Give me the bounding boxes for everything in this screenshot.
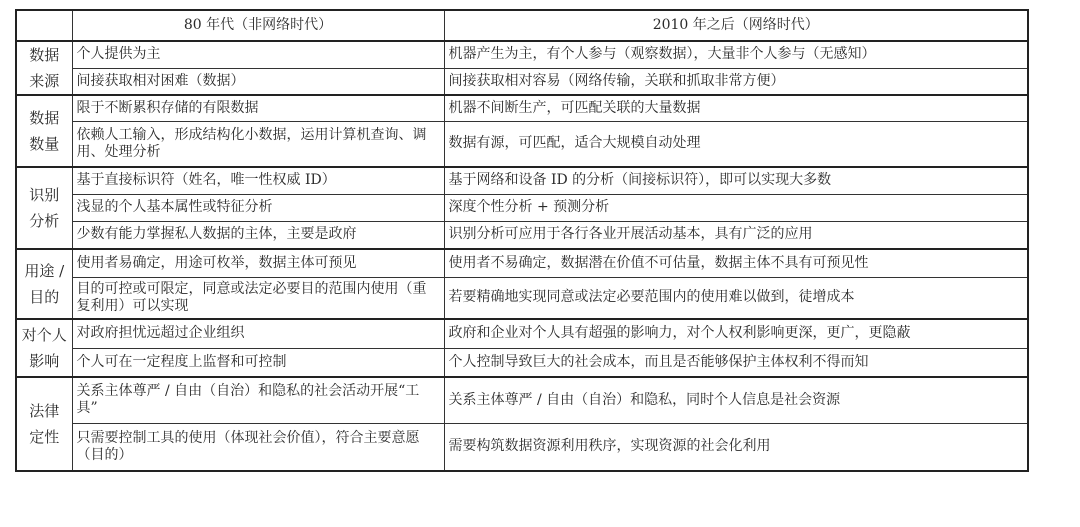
- cell-2010s: 识别分析可应用于各行各业开展活动基本，具有广泛的应用: [444, 221, 1028, 249]
- cell-1980s: 关系主体尊严 / 自由（自治）和隐私的社会活动开展“工具”: [72, 377, 444, 423]
- header-empty: [16, 10, 72, 41]
- category-cell: 数据 数量: [16, 95, 72, 167]
- cell-2010s: 关系主体尊严 / 自由（自治）和隐私，同时个人信息是社会资源: [444, 377, 1028, 423]
- table-row: [16, 68, 1028, 95]
- category-cell: 用途 / 目的: [16, 249, 72, 319]
- table-row: [16, 95, 1028, 121]
- table-row: [16, 41, 1028, 68]
- header-row: [16, 10, 1028, 41]
- cell-1980s: 个人可在一定程度上监督和可控制: [72, 348, 444, 377]
- cell-1980s: 限于不断累积存储的有限数据: [72, 95, 444, 121]
- comparison-table: [15, 9, 1029, 472]
- cell-2010s: 数据有源，可匹配，适合大规模自动处理: [444, 121, 1028, 167]
- cell-2010s: 间接获取相对容易（网络传输，关联和抓取非常方便）: [444, 68, 1028, 95]
- cell-2010s: 基于网络和设备 ID 的分析（间接标识符），即可以实现大多数: [444, 167, 1028, 194]
- cell-1980s: 浅显的个人基本属性或特征分析: [72, 194, 444, 221]
- cell-1980s: 基于直接标识符（姓名，唯一性权威 ID）: [72, 167, 444, 194]
- cell-2010s: 个人控制导致巨大的社会成本，而且是否能够保护主体权利不得而知: [444, 348, 1028, 377]
- category-cell: 对个人 影响: [16, 319, 72, 377]
- table-row: [16, 423, 1028, 471]
- category-cell: 数据 来源: [16, 41, 72, 95]
- table-row: [16, 319, 1028, 348]
- cell-2010s: 若要精确地实现同意或法定必要范围内的使用难以做到，徒增成本: [444, 277, 1028, 319]
- category-cell: 识别 分析: [16, 167, 72, 249]
- header-1980s: 80 年代（非网络时代）: [72, 10, 444, 41]
- cell-1980s: 依赖人工输入，形成结构化小数据，运用计算机查询、调用、处理分析: [72, 121, 444, 167]
- cell-1980s: 少数有能力掌握私人数据的主体，主要是政府: [72, 221, 444, 249]
- table-row: [16, 377, 1028, 423]
- cell-2010s: 需要构筑数据资源利用秩序，实现资源的社会化利用: [444, 423, 1028, 471]
- cell-1980s: 使用者易确定，用途可枚举，数据主体可预见: [72, 249, 444, 277]
- table-row: [16, 121, 1028, 167]
- comparison-table-container: [15, 9, 1029, 472]
- cell-1980s: 目的可控或可限定，同意或法定必要目的范围内使用（重复利用）可以实现: [72, 277, 444, 319]
- cell-2010s: 使用者不易确定，数据潜在价值不可估量，数据主体不具有可预见性: [444, 249, 1028, 277]
- cell-1980s: 个人提供为主: [72, 41, 444, 68]
- category-cell: 法律 定性: [16, 377, 72, 471]
- cell-2010s: 深度个性分析 + 预测分析: [444, 194, 1028, 221]
- table-row: [16, 348, 1028, 377]
- cell-1980s: 间接获取相对困难（数据）: [72, 68, 444, 95]
- cell-1980s: 对政府担忧远超过企业组织: [72, 319, 444, 348]
- cell-2010s: 政府和企业对个人具有超强的影响力，对个人权利影响更深，更广，更隐蔽: [444, 319, 1028, 348]
- table-row: [16, 221, 1028, 249]
- table-row: [16, 249, 1028, 277]
- table-row: [16, 194, 1028, 221]
- table-row: [16, 167, 1028, 194]
- cell-2010s: 机器产生为主，有个人参与（观察数据），大量非个人参与（无感知）: [444, 41, 1028, 68]
- cell-1980s: 只需要控制工具的使用（体现社会价值），符合主要意愿（目的）: [72, 423, 444, 471]
- header-2010-after: 2010 年之后（网络时代）: [444, 10, 1028, 41]
- cell-2010s: 机器不间断生产，可匹配关联的大量数据: [444, 95, 1028, 121]
- table-row: [16, 277, 1028, 319]
